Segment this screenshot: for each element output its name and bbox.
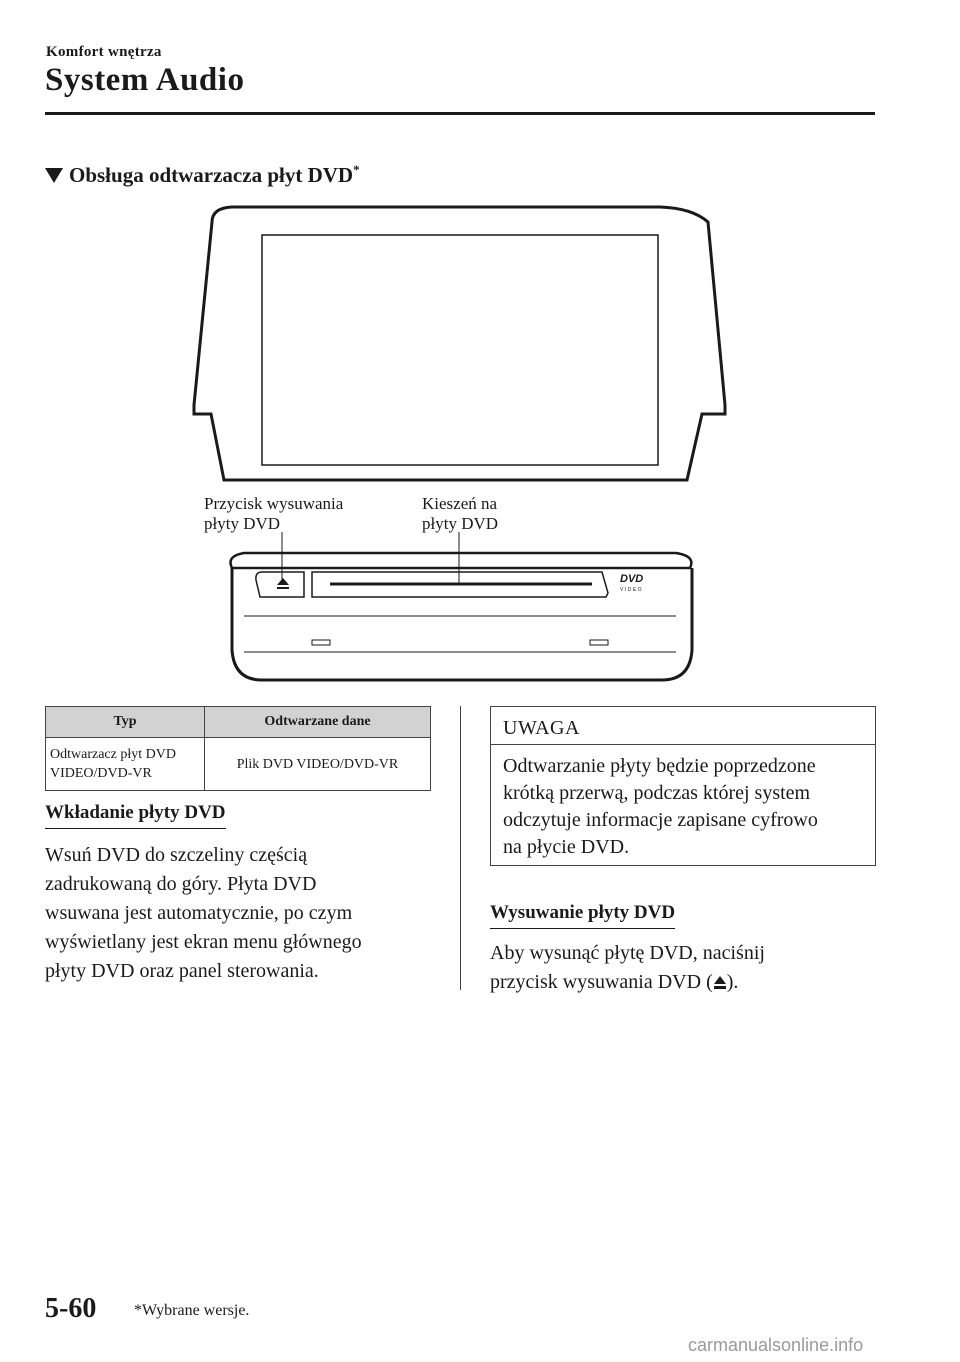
eject-button-icon [277, 578, 289, 589]
display-screen [262, 235, 658, 465]
watermark: carmanualsonline.info [688, 1335, 864, 1355]
table-row [46, 738, 431, 791]
display-bezel [194, 207, 725, 480]
playable-data-table [45, 706, 431, 791]
topic-title: Obsługa odtwarzacza płyt DVD [69, 163, 354, 187]
callout-disc-slot: Kieszeń na płyty DVD [422, 494, 499, 533]
header-rule [45, 112, 875, 115]
insert-paragraph: Wsuń DVD do szczeliny częścią zadrukowaną do góry. Płyta DVD wsuwana jest automatycznie, po czym wyświetlany jest ekran menu głównego płyty DVD oraz panel sterowania. [45, 844, 362, 982]
footnote: *Wybrane wersje. [134, 1302, 250, 1319]
table-header-row [46, 707, 431, 738]
table-cell-type: Odtwarzacz płyt DVD VIDEO/DVD-VR [46, 738, 205, 791]
insert-heading: Wkładanie płyty DVD [45, 802, 226, 829]
note-heading: UWAGA [491, 707, 875, 745]
table-cell-data: Plik DVD VIDEO/DVD-VR [205, 738, 431, 791]
callout-eject-button: Przycisk wysuwania płyty DVD [204, 494, 344, 533]
optional-marker: * [353, 162, 360, 177]
dvd-unit-body [232, 568, 692, 680]
section-title: System Audio [45, 62, 245, 98]
eject-paragraph: Aby wysunąć płytę DVD, naciśnij przycisk wysuwania DVD ( ). [490, 942, 765, 993]
dvd-logo-subtext: VIDEO [620, 587, 644, 593]
column-divider [460, 706, 461, 990]
note-box [490, 706, 876, 866]
dvd-logo: DVD [620, 573, 644, 585]
page-number: 5-60 [45, 1293, 97, 1324]
topic-heading [45, 163, 360, 188]
table-header: Odtwarzane dane [205, 707, 431, 738]
section-label: Komfort wnętrza [46, 44, 162, 60]
dvd-unit-top [231, 553, 692, 568]
eject-heading: Wysuwanie płyty DVD [490, 902, 675, 929]
note-body: Odtwarzanie płyty będzie poprzedzone krótką przerwą, podczas której system odczytuje informacje zapisane cyfrowo na płycie DVD. [503, 755, 818, 858]
eject-icon [713, 975, 727, 990]
triangle-bullet-icon [45, 168, 63, 183]
table-header: Typ [46, 707, 205, 738]
